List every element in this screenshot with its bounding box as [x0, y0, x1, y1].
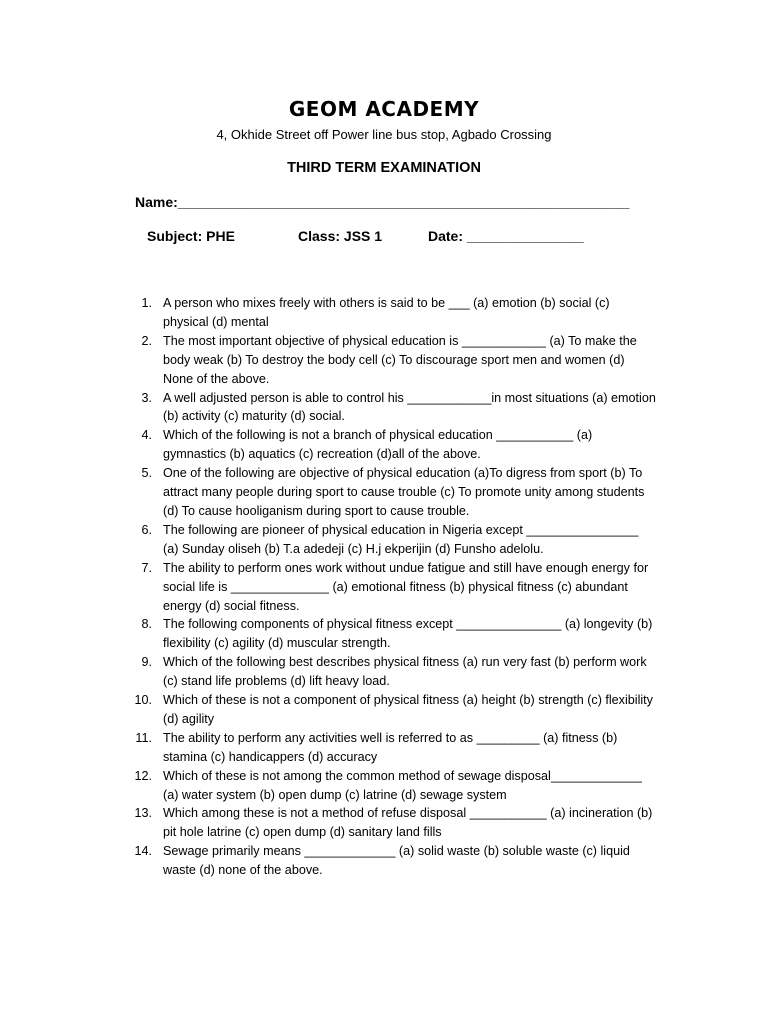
question-text: Which among these is not a method of refuse disposal ___________ (a) incineration (b) pit hole latrine (c) open dump (d) sanitary land fills — [163, 806, 653, 840]
question-text: Which of the following best describes physical fitness (a) run very fast (b) perform work (c) stand life problems (d) lift heavy load. — [163, 655, 647, 689]
question-number: 7. — [141, 560, 152, 575]
question-item — [0, 842, 768, 880]
question-item — [0, 464, 768, 521]
question-item — [0, 653, 768, 691]
question-text: The most important objective of physical education is ____________ (a) To make the body weak (b) To destroy the body cell (c) To discourage sport men and women (d) None of the above. — [163, 333, 637, 386]
question-number: 2. — [141, 333, 152, 348]
question-item — [0, 767, 768, 805]
question-number: 11. — [135, 730, 152, 745]
question-number: 5. — [141, 466, 152, 481]
question-item — [0, 521, 768, 559]
question-text: A well adjusted person is able to control his ____________in most situations (a) emotion (b) activity (c) maturity (d) social. — [163, 390, 656, 424]
school-address: 4, Okhide Street off Power line bus stop, Agbado Crossing — [216, 127, 552, 142]
question-item — [0, 389, 768, 427]
question-item — [0, 804, 768, 842]
question-item — [0, 332, 768, 389]
question-list — [0, 294, 768, 880]
question-item — [0, 615, 768, 653]
question-item — [0, 426, 768, 464]
question-number: 12. — [134, 768, 152, 783]
question-item — [0, 691, 768, 729]
question-number: 4. — [141, 428, 152, 443]
question-text: Which of these is not a component of physical fitness (a) height (b) strength (c) flexibility (d) agility — [163, 693, 653, 726]
question-text: The ability to perform ones work without undue fatigue and still have enough energy for social life is ______________ (a) emotional fitness (b) physical fitness (c) abundant energy (d) social fitness. — [163, 560, 649, 613]
question-item — [0, 559, 768, 616]
question-number: 8. — [141, 617, 152, 632]
question-text: Which of the following is not a branch of physical education ___________ (a) gymnastics (b) aquatics (c) recreation (d)all of the above. — [163, 428, 593, 462]
question-item — [0, 294, 768, 332]
question-text: The following are pioneer of physical education in Nigeria except ________________ (a) Sunday oliseh (b) T.a adedeji (c) H.j ekperijin (d) Funsho adelolu. — [163, 522, 639, 556]
question-text: A person who mixes freely with others is said to be ___ (a) emotion (b) social (c) physical (d) mental — [163, 296, 610, 329]
school-name: GEOM ACADEMY — [288, 97, 480, 121]
class-field: Class: JSS 1 — [298, 228, 383, 244]
exam-title: THIRD TERM EXAMINATION — [287, 160, 481, 176]
subject-field: Subject: PHE — [147, 228, 235, 244]
question-number: 1. — [141, 296, 152, 310]
question-number: 3. — [141, 390, 152, 405]
date-field: Date: _______________ — [428, 228, 584, 244]
question-number: 14. — [134, 844, 152, 859]
question-text: The following components of physical fitness except _______________ (a) longevity (b) flexibility (c) agility (d) muscular strength. — [163, 617, 653, 651]
question-number: 13. — [134, 806, 152, 821]
question-text: Sewage primarily means _____________ (a) solid waste (b) soluble waste (c) liquid waste (d) none of the above. — [163, 844, 630, 878]
question-number: 10. — [134, 693, 152, 708]
question-item — [0, 729, 768, 767]
question-text: The ability to perform any activities well is referred to as _________ (a) fitness (b) stamina (c) handicappers (d) accuracy — [163, 730, 618, 764]
question-number: 9. — [141, 655, 152, 670]
question-text: One of the following are objective of physical education (a)To digress from sport (b) To attract many people during sport to cause trouble (c) To promote unity among students (d) To cause hooliganism during sport to cause trouble. — [163, 466, 645, 518]
name-field: Name:__________________________________________________________ — [135, 194, 630, 210]
question-text: Which of these is not among the common method of sewage disposal_____________ (a) water system (b) open dump (c) latrine (d) sewage system — [163, 768, 642, 802]
question-number: 6. — [141, 522, 152, 537]
